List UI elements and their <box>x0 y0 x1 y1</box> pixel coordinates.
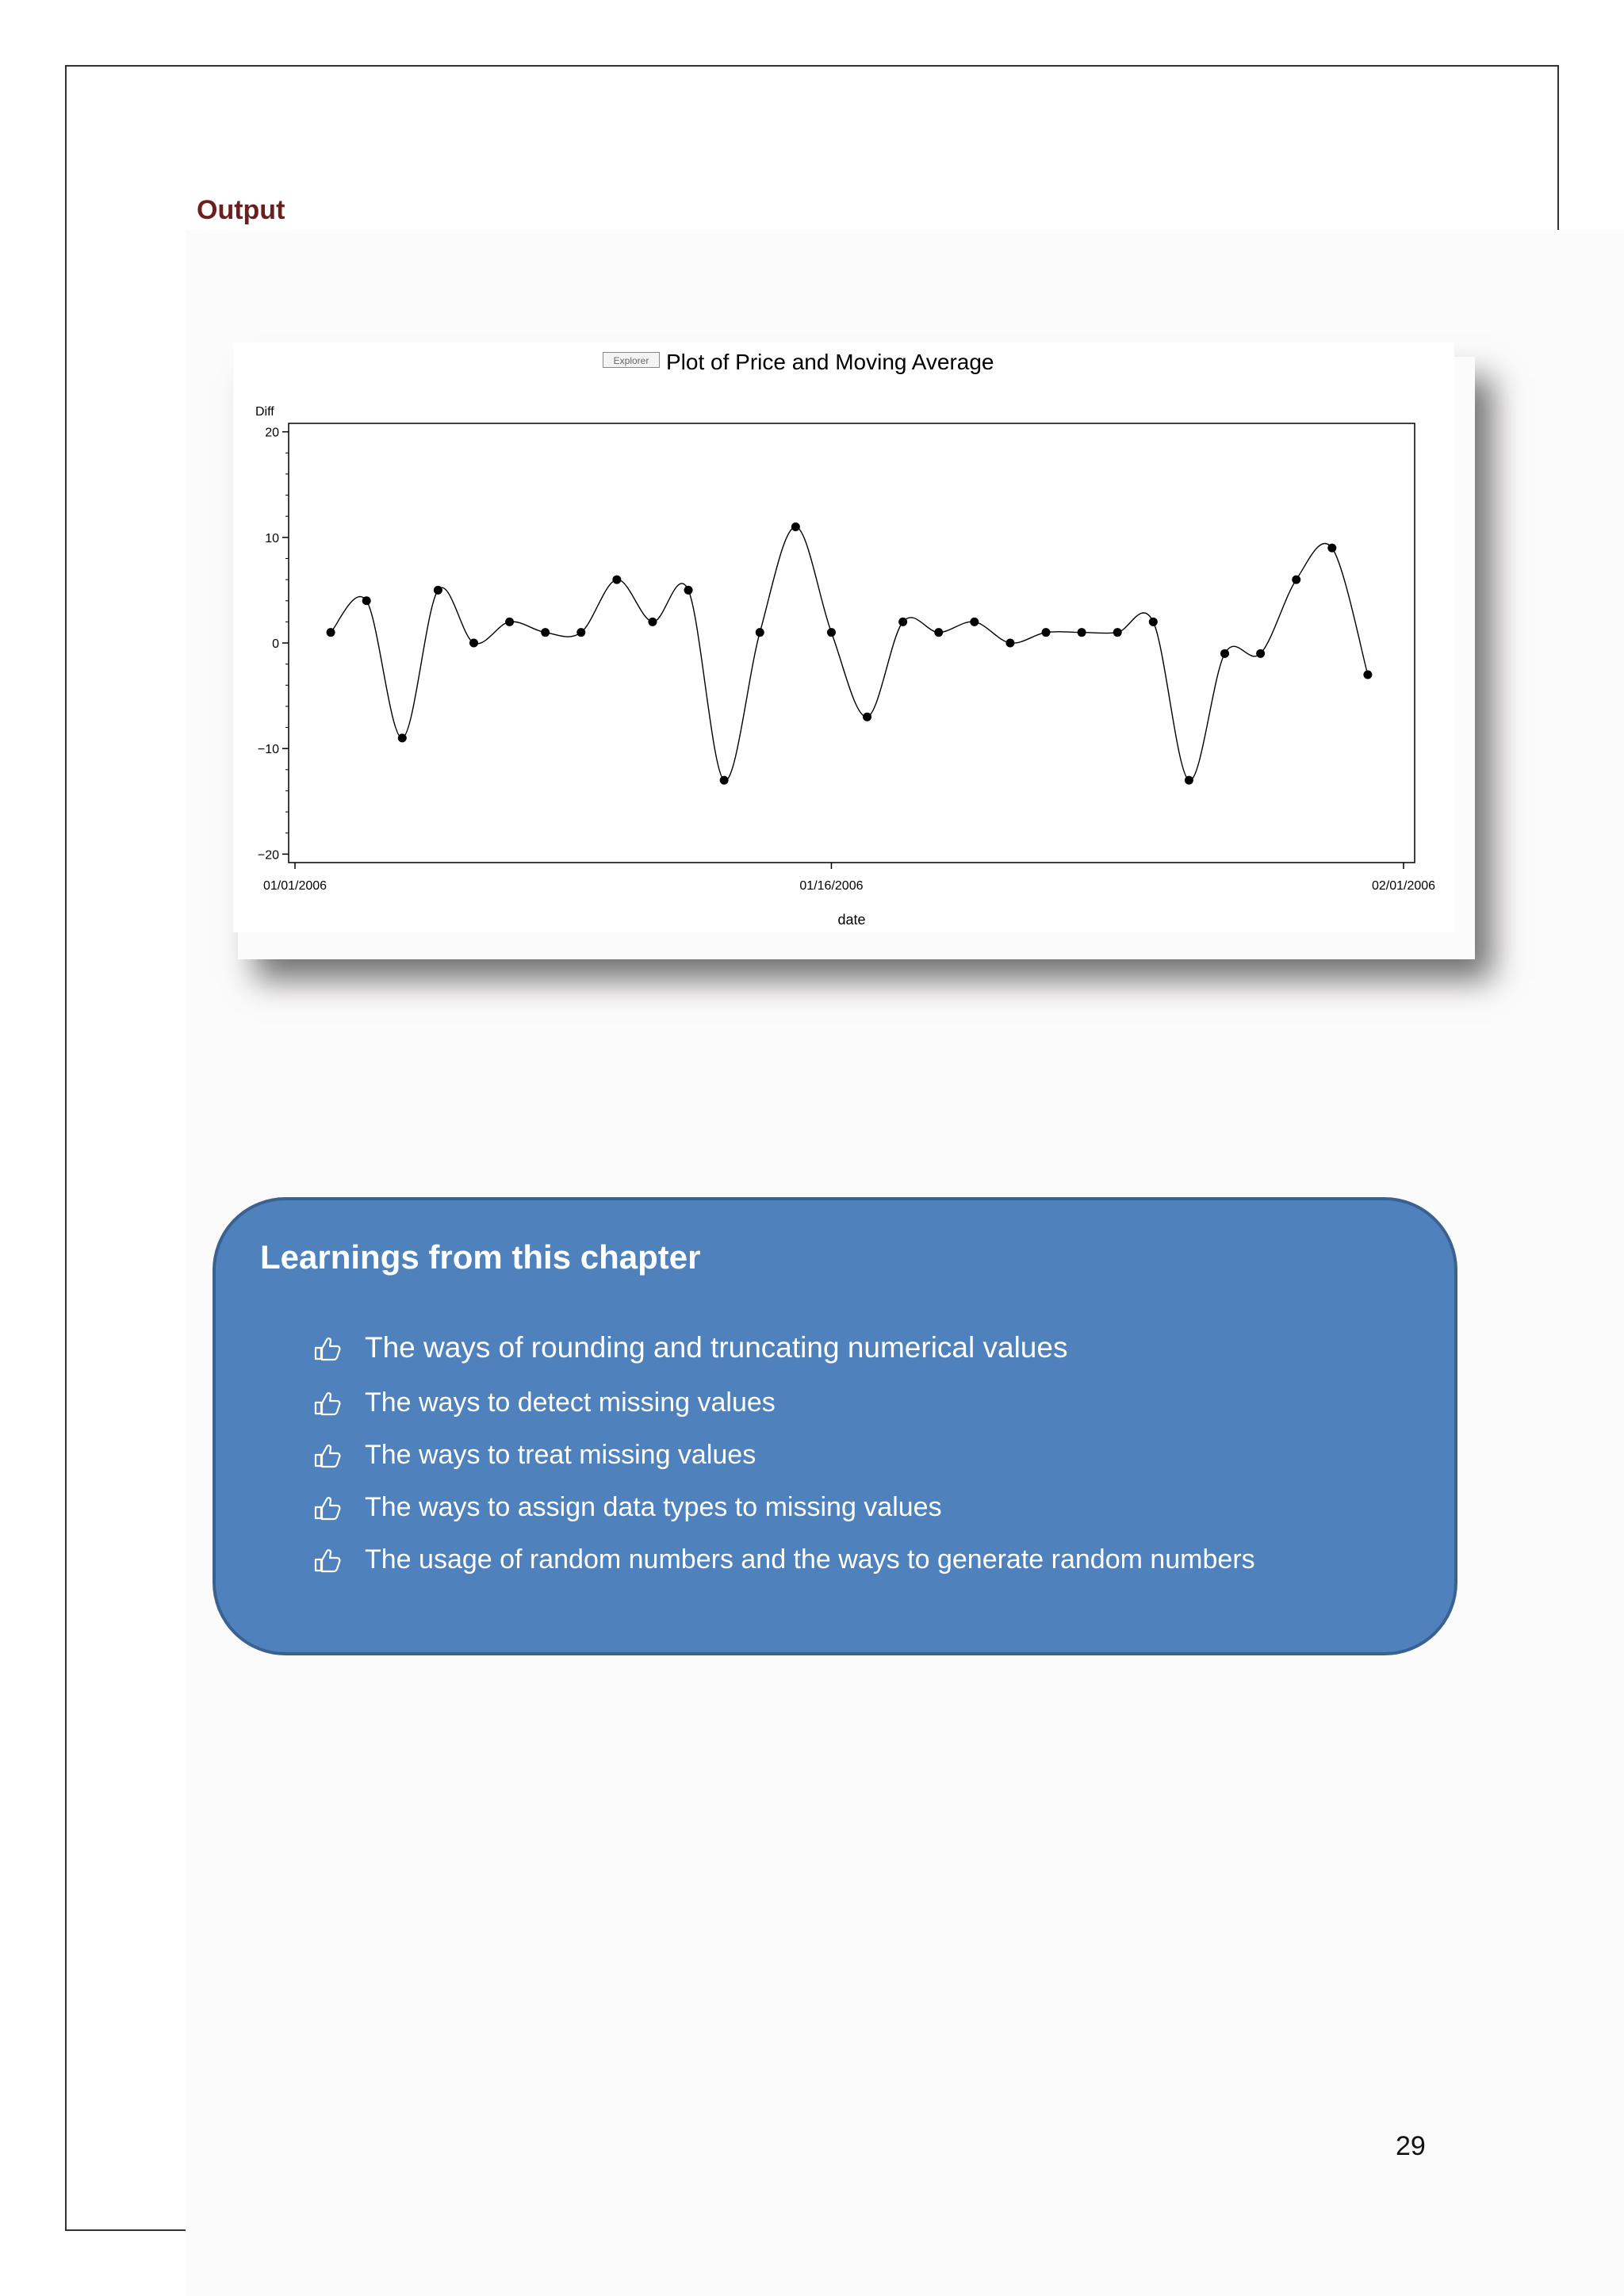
y-tick-label: 0 <box>272 637 279 651</box>
x-axis-label: date <box>837 912 866 928</box>
y-tick-label: −20 <box>257 848 279 863</box>
data-point <box>1256 649 1265 658</box>
data-point <box>434 586 442 595</box>
y-axis-label: Diff <box>255 405 274 419</box>
thumbs-up-icon <box>311 1491 343 1523</box>
data-point <box>791 522 800 531</box>
x-tick-label: 02/01/2006 <box>1371 879 1436 893</box>
plot-frame <box>289 423 1415 863</box>
data-point <box>1292 576 1300 584</box>
data-point <box>684 586 693 595</box>
data-point <box>1327 544 1336 553</box>
data-point <box>327 628 335 637</box>
data-point <box>970 618 979 626</box>
y-tick-label: 10 <box>265 531 279 545</box>
thumbs-up-icon <box>311 1439 343 1471</box>
callout-title: Learnings from this chapter <box>260 1238 701 1276</box>
section-heading: Output <box>197 195 285 225</box>
data-point <box>398 733 407 742</box>
data-point <box>898 618 907 626</box>
x-tick-label: 01/01/2006 <box>262 879 327 893</box>
learning-text: The ways of rounding and truncating numerical values <box>365 1331 1068 1364</box>
data-point <box>1363 670 1372 679</box>
learnings-list <box>311 1319 1255 1586</box>
thumbs-up-icon <box>311 1544 343 1575</box>
list-item <box>311 1376 1255 1429</box>
data-point <box>1220 649 1229 658</box>
y-tick-label: −10 <box>257 743 279 757</box>
data-point <box>720 776 729 785</box>
data-point <box>756 628 764 637</box>
chart-svg <box>233 342 1454 932</box>
data-point <box>1113 628 1122 637</box>
page-number: 29 <box>1396 2131 1426 2161</box>
explorer-badge[interactable]: Explorer <box>603 352 660 368</box>
data-point <box>1042 628 1051 637</box>
learning-text: The ways to treat missing values <box>365 1439 756 1470</box>
data-point <box>362 596 371 605</box>
data-point <box>1185 776 1193 785</box>
data-point <box>1149 618 1158 626</box>
thumbs-up-icon <box>311 1387 343 1418</box>
chart-figure <box>233 342 1454 932</box>
data-point <box>827 628 836 637</box>
data-point <box>469 639 478 648</box>
x-tick-label: 01/16/2006 <box>799 879 864 893</box>
list-item <box>311 1319 1255 1376</box>
data-point <box>648 618 657 626</box>
list-item <box>311 1429 1255 1481</box>
list-item <box>311 1533 1255 1586</box>
data-point <box>1005 639 1014 648</box>
list-item <box>311 1481 1255 1533</box>
learning-text: The ways to detect missing values <box>365 1387 776 1418</box>
data-point <box>541 628 550 637</box>
learning-text: The usage of random numbers and the ways to generate random numbers <box>365 1544 1255 1575</box>
data-point <box>612 576 621 584</box>
data-point <box>576 628 585 637</box>
data-point <box>505 618 514 626</box>
chart-title: Plot of Price and Moving Average <box>666 350 994 374</box>
data-point <box>1078 628 1086 637</box>
data-point <box>863 713 871 721</box>
thumbs-up-icon <box>311 1332 343 1364</box>
y-tick-label: 20 <box>265 426 279 440</box>
series-line <box>331 527 1368 781</box>
learnings-callout <box>213 1197 1457 1655</box>
data-point <box>934 628 943 637</box>
learning-text: The ways to assign data types to missing values <box>365 1491 942 1522</box>
